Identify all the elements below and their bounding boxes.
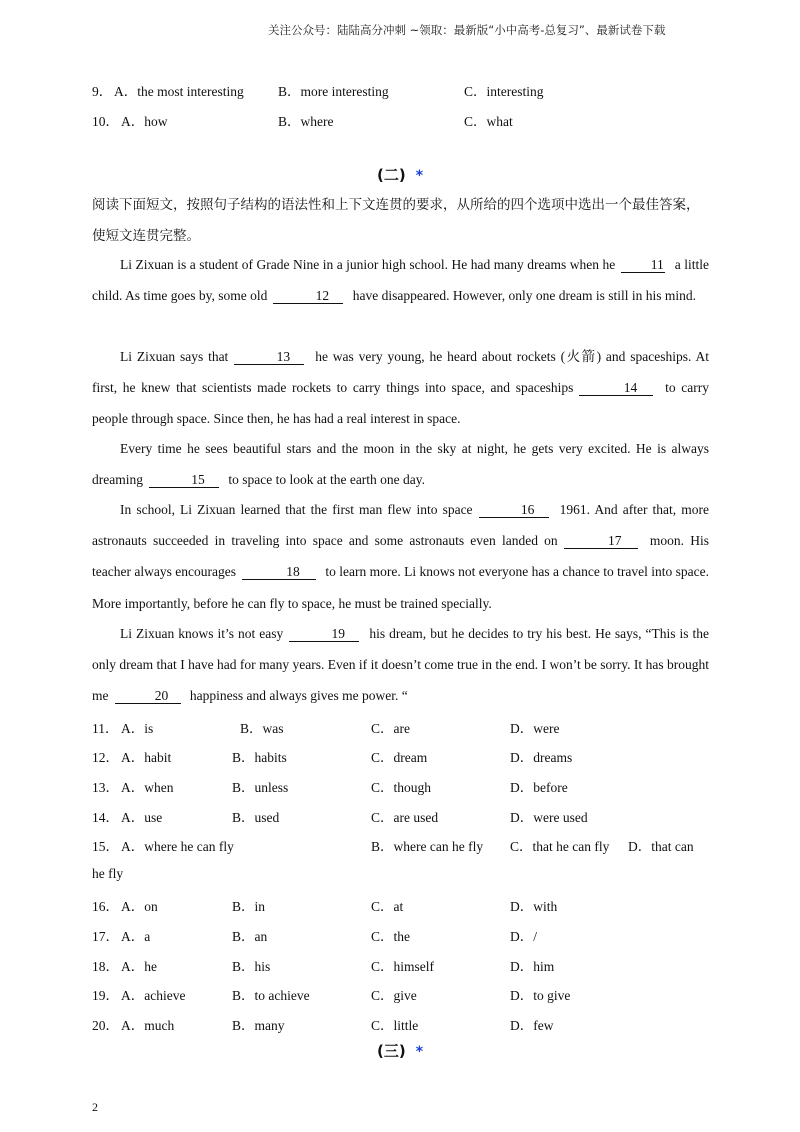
option-b: B．more interesting [278, 84, 389, 99]
option-a: A．how [121, 114, 168, 129]
option-c: C．give [371, 988, 417, 1003]
blank-15: 15 [149, 473, 219, 488]
section-title: (二) [376, 166, 406, 184]
option-b: B．used [232, 810, 280, 825]
option-d: D．him [510, 959, 555, 974]
option-a: A．he [121, 959, 157, 974]
option-b: B．was [240, 721, 284, 736]
option-a-text: A．the most interesting [114, 84, 244, 99]
option-c: C．that he can fly [510, 839, 610, 854]
passage-paragraph-1 [92, 249, 709, 311]
question-number: 11． [92, 721, 119, 736]
option-b: B．to achieve [232, 988, 310, 1003]
passage-paragraph-3 [92, 433, 709, 495]
passage-paragraph-2 [92, 341, 709, 435]
blank-19: 19 [289, 627, 359, 642]
question-number: 13． [92, 780, 119, 795]
text: moon. His teacher always encourages [92, 533, 709, 580]
question-number: 16． [92, 899, 119, 914]
option-c: C．are [371, 721, 410, 736]
instructions: 阅读下面短文，按照句子结构的语法性和上下文连贯的要求，从所给的四个选项中选出一个最佳答案，使短文连贯完整。 [92, 197, 700, 244]
text: to learn more. Li knows not everyone has a chance to travel into space. More importantly, before he can fly to space, he must be trained specially. [92, 564, 710, 611]
option-c: C．himself [371, 959, 434, 974]
text: Every time he sees beautiful stars and the moon in the sky at night, he gets very excited. He is always dreaming [92, 441, 709, 488]
option-d: D．with [510, 899, 558, 914]
option-d: D．were used [510, 810, 588, 825]
option-b: B．in [232, 899, 266, 914]
option-d: D．/ [510, 929, 537, 944]
option-b: B．his [232, 959, 271, 974]
option-b: B．many [232, 1018, 285, 1033]
option-a: A．is [121, 721, 154, 736]
text: Li Zixuan knows it’s not easy [120, 626, 284, 641]
option-c: C．interesting [464, 84, 544, 99]
page-header: 关注公众号：陆陆高分冲刺 ~领取：最新版“小中高考-总复习”、最新试卷下载 [268, 23, 666, 37]
question-number: 18． [92, 959, 119, 974]
question-number: 14． [92, 810, 119, 825]
option-c: C．though [371, 780, 432, 795]
question-number: 19． [92, 988, 119, 1003]
option-b: B．where [278, 114, 334, 129]
option-num: 10． [92, 114, 119, 129]
option-d: D．before [510, 780, 568, 795]
option-d: D．to give [510, 988, 571, 1003]
option-a: 9． [92, 84, 113, 99]
text: he was very young, he heard about rockets (火箭) and spaceships. At first, he knew that scientists made rockets to carry things into space, and spaceships [92, 349, 710, 396]
option-c: C．the [371, 929, 410, 944]
option-d: D．few [510, 1018, 554, 1033]
option-a: A．habit [121, 750, 172, 765]
text: to space to look at the earth one day. [228, 472, 426, 488]
blank-17: 17 [564, 534, 638, 549]
page-number: 2 [92, 1100, 98, 1114]
option-c: C．what [464, 114, 513, 129]
passage-paragraph-4 [92, 494, 709, 619]
text: happiness and always gives me power. “ [189, 688, 408, 704]
text: to carry people through space. Since then, he has had a real interest in space. [92, 380, 710, 427]
star-icon: * [415, 1044, 424, 1060]
option-d: D．were [510, 721, 560, 736]
option-a: A．much [121, 1018, 175, 1033]
blank-20: 20 [115, 689, 181, 704]
section-heading-2 [0, 164, 800, 185]
option-b: B．habits [232, 750, 287, 765]
option-a: A．when [121, 780, 174, 795]
blank-13: 13 [234, 350, 304, 365]
question-number: 15． [92, 839, 119, 854]
option-a: A．on [121, 899, 158, 914]
blank-12: 12 [273, 289, 343, 304]
option-a: A．achieve [121, 988, 186, 1003]
text: Li Zixuan is a student of Grade Nine in a junior high school. He had many dreams when he [120, 257, 616, 272]
passage-paragraph-5 [92, 618, 709, 712]
option-d: D．dreams [510, 750, 573, 765]
blank-18: 18 [242, 565, 316, 580]
option-c: C．little [371, 1018, 419, 1033]
blank-14: 14 [579, 381, 653, 396]
question-number: 20． [92, 1018, 119, 1033]
option-b: B．where can he fly [371, 839, 484, 854]
option-b: B．unless [232, 780, 289, 795]
text: his dream, but he decides to try his best. He says, “This is the only dream that I have had for many years. Even if it doesn’t come true in the end. I won’t be sorry. It has brought me [92, 626, 710, 704]
option-d-continued: he fly [92, 866, 124, 881]
question-number: 12． [92, 750, 119, 765]
section-title: (三) [376, 1042, 406, 1060]
text: have disappeared. However, only one dream is still in his mind. [352, 288, 697, 304]
blank-11: 11 [621, 258, 665, 273]
question-number: 17． [92, 929, 119, 944]
option-d: D．that can [628, 839, 694, 854]
option-c: C．are used [371, 810, 439, 825]
blank-16: 16 [479, 503, 549, 518]
option-a: A．a [121, 929, 151, 944]
section-heading-3 [0, 1040, 800, 1061]
option-a: A．use [121, 810, 163, 825]
option-b: B．an [232, 929, 268, 944]
text: a little child. As time goes by, some old [92, 257, 709, 304]
option-a: A．where he can fly [121, 839, 234, 854]
text: 1961. And after that, more astronauts succeeded in traveling into space and some astronauts even landed on [92, 502, 709, 549]
star-icon: * [415, 168, 424, 184]
option-c: C．dream [371, 750, 428, 765]
text: Li Zixuan says that [120, 349, 229, 364]
option-c: C．at [371, 899, 404, 914]
text: In school, Li Zixuan learned that the first man flew into space [120, 502, 473, 517]
